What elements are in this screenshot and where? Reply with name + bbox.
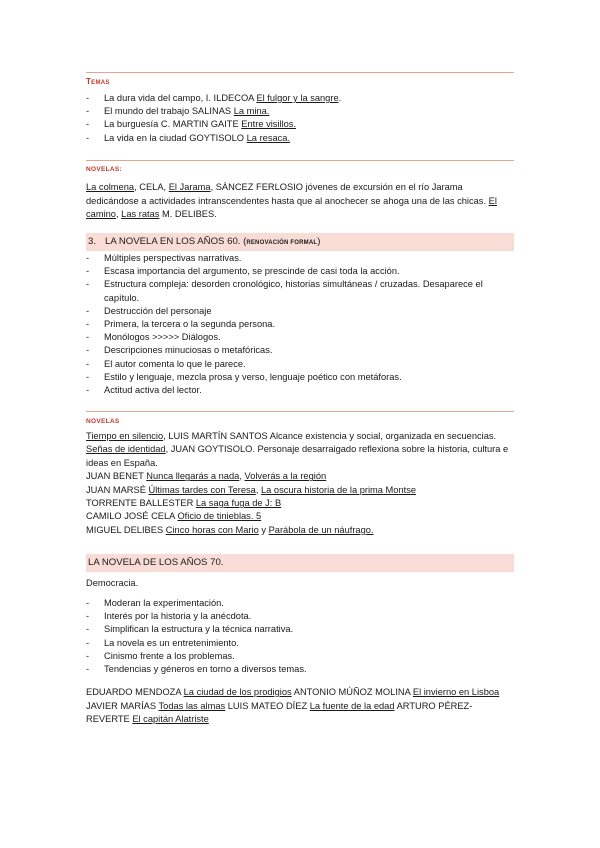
list-item: - Interés por la historia y la anécdota. [86, 610, 516, 623]
list-item: - Destrucción del personaje [86, 305, 516, 318]
list-item: - Múltiples perspectivas narrativas. [86, 252, 516, 265]
list-item: - La dura vida del campo, I. ILDECOA El fulgor y la sangre. [86, 92, 516, 105]
section-heading-60s: 3. LA NOVELA EN LOS AÑOS 60. (RENOVACIÓN FORMAL) [86, 233, 514, 251]
list-item: Señas de identidad, JUAN GOYTISOLO. Personaje desarraigado reflexiona sobre la historia, cultura e ideas en España. [86, 444, 509, 468]
features-60s-list [86, 252, 516, 397]
list-item: - Actitud activa del lector. [86, 384, 516, 397]
list-item: - Cinismo frente a los problemas. [86, 650, 516, 663]
novelas-heading: NOVELAS: [86, 166, 122, 173]
novelas-60s-list [86, 430, 510, 537]
list-item: - El mundo del trabajo SALINAS La mina. [86, 105, 516, 118]
novelas-paragraph: La colmena, CELA, El Jarama, SÁNCEZ FERLOSIO jóvenes de excursión en el río Jarama dedicándose a actividades intranscendentes hasta que al anochecer se ahoga una de las chicas. El camino, Las ratas M. DELIBES. [86, 182, 497, 220]
divider [86, 72, 514, 73]
list-item: CAMILO JOSÉ CELA Oficio de tinieblas. 5 [86, 511, 262, 522]
list-item: - Estructura compleja: desorden cronológico, historias simultáneas / cruzadas. Desaparece el capítulo. [86, 278, 516, 304]
novelas-heading: NOVELAS [86, 418, 120, 425]
list-item: - La novela es un entretenimiento. [86, 637, 516, 650]
list-item: - La burguesía C. MARTIN GAITE Entre visillos. [86, 118, 516, 131]
list-item: - Descripciones minuciosas o metafóricas. [86, 344, 516, 357]
list-item: - Estilo y lenguaje, mezcla prosa y verso, lenguaje poético con metáforas. [86, 371, 516, 384]
list-item: JUAN MARSÉ Últimas tardes con Teresa, La oscura historia de la prima Montse [86, 484, 417, 495]
list-item: JUAN BENET Nunca llegarás a nada, Volverás a la región [86, 471, 327, 482]
list-item: - La vida en la ciudad GOYTISOLO La resaca. [86, 132, 516, 145]
list-item: - Tendencias y géneros en torno a diversos temas. [86, 663, 516, 676]
features-70s-list [86, 597, 516, 676]
temas-list [86, 92, 516, 145]
list-item: - Escasa importancia del argumento, se prescinde de casi toda la acción. [86, 265, 516, 278]
list-item: - Primera, la tercera o la segunda persona. [86, 318, 516, 331]
divider [86, 160, 514, 161]
list-item: Tiempo en silencio, LUIS MARTÍN SANTOS Alcance existencia y social, organizada en secuencias. [86, 431, 497, 441]
list-item: MIGUEL DELIBES Cinco horas con Mario y Parábola de un náufrago. [86, 524, 374, 535]
list-item: - Moderan la experimentación. [86, 597, 516, 610]
list-item: TORRENTE BALLESTER La saga fuga de J: B [86, 498, 282, 509]
list-item: - Simplifican la estructura y la técnica narrativa. [86, 623, 516, 636]
list-item: - Monólogos >>>>> Diálogos. [86, 331, 516, 344]
list-item: - El autor comenta lo que le parece. [86, 358, 516, 371]
section-heading-70s: LA NOVELA DE LOS AÑOS 70. [86, 554, 514, 572]
divider [86, 411, 514, 412]
authors-70s-paragraph: EDUARDO MENDOZA La ciudad de los prodigios ANTONIO MÚÑOZ MOLINA El invierno en Lisboa JAVIER MARÍAS Todas las almas LUIS MATEO DÍEZ La fuente de la edad ARTURO PÉREZ-REVERTE El capitán Alatriste [86, 687, 500, 725]
section-intro: Democracia. [86, 578, 139, 588]
temas-heading: Temas [86, 77, 110, 86]
